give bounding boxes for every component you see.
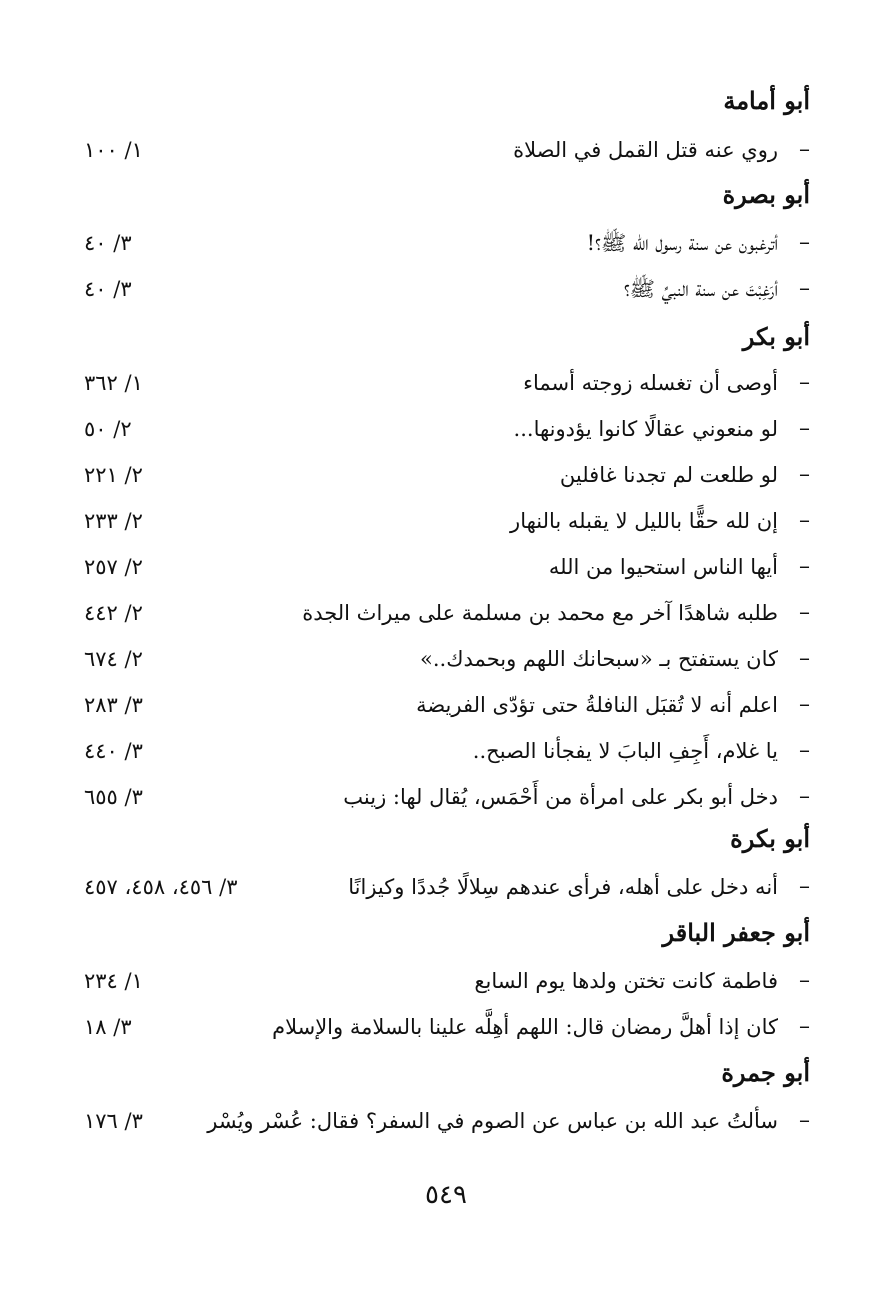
entry-dash: – xyxy=(799,137,810,162)
entry-dash: – xyxy=(799,600,810,625)
entry-dash: – xyxy=(799,554,810,579)
entry-dash: – xyxy=(799,1108,810,1133)
section-heading-abu-bakr: أبو بكر xyxy=(742,322,810,351)
index-entry xyxy=(0,458,892,492)
entry-text: سألتُ عبد الله بن عباس عن الصوم في السفر؟ فقال: عُسْر ويُسْر xyxy=(207,1109,778,1133)
entry-dash: – xyxy=(799,1014,810,1039)
entry-reference: ٢/ ٢٥٧ xyxy=(84,555,143,579)
entry-dash: – xyxy=(799,416,810,441)
entry-text: كان يستفتح بـ «سبحانك اللهم وبحمدك..» xyxy=(420,647,778,671)
entry-dash: – xyxy=(799,692,810,717)
index-entry xyxy=(0,504,892,538)
index-entry xyxy=(0,1104,892,1138)
index-entry xyxy=(0,964,892,998)
index-entry xyxy=(0,1010,892,1044)
index-entry xyxy=(0,550,892,584)
index-entry xyxy=(0,734,892,768)
index-entry xyxy=(0,870,892,904)
entry-text: أرَغِبْتَ عن سنة النبيِّ ﷺ؟ xyxy=(623,277,778,301)
section-heading-abu-jafar-al-baqir: أبو جعفر الباقر xyxy=(662,918,810,947)
entry-text: لو منعوني عقالًا كانوا يؤدونها... xyxy=(513,417,778,441)
index-entry xyxy=(0,688,892,722)
entry-dash: – xyxy=(799,230,810,255)
entry-dash: – xyxy=(799,646,810,671)
entry-dash: – xyxy=(799,462,810,487)
entry-text: دخل أبو بكر على امرأة من أَحْمَس، يُقال لها: زينب xyxy=(343,785,778,809)
entry-dash: – xyxy=(799,784,810,809)
index-entry xyxy=(0,642,892,676)
entry-text: أوصى أن تغسله زوجته أسماء xyxy=(523,371,778,395)
entry-reference: ١/ ٢٣٤ xyxy=(84,969,143,993)
entry-reference: ٢/ ٢٢١ xyxy=(84,463,143,487)
index-entry xyxy=(0,780,892,814)
entry-dash: – xyxy=(799,276,810,301)
entry-text: طلبه شاهدًا آخر مع محمد بن مسلمة على ميراث الجدة xyxy=(302,601,778,625)
section-heading-abu-basra: أبو بصرة xyxy=(722,180,810,209)
entry-reference: ١/ ١٠٠ xyxy=(84,138,143,162)
section-heading-abu-umama: أبو أمامة xyxy=(723,86,810,115)
entry-dash: – xyxy=(799,508,810,533)
entry-dash: – xyxy=(799,370,810,395)
entry-text: اعلم أنه لا تُقبَل النافلةُ حتى تؤدّى الفريضة xyxy=(416,693,778,717)
index-entry xyxy=(0,272,892,306)
entry-reference: ٣/ ١٨ xyxy=(84,1015,132,1039)
entry-text: لو طلعت لم تجدنا غافلين xyxy=(559,463,778,487)
entry-dash: – xyxy=(799,738,810,763)
index-entry xyxy=(0,226,892,260)
entry-reference: ٣/ ٤٤٠ xyxy=(84,739,143,763)
index-entry xyxy=(0,596,892,630)
entry-text: أنه دخل على أهله، فرأى عندهم سِلالًا جُددًا وكيزانًا xyxy=(348,875,778,899)
entry-text: يا غلام، أَجِفِ البابَ لا يفجأنا الصبح.. xyxy=(472,739,778,763)
entry-text: أترغبون عن سنة رسول الله ﷺ؟! xyxy=(586,231,778,255)
index-entry xyxy=(0,366,892,400)
section-heading-abu-bakra: أبو بكرة xyxy=(730,824,810,853)
entry-dash: – xyxy=(799,874,810,899)
entry-reference: ٣/ ٦٥٥ xyxy=(84,785,143,809)
page-number: ٥٤٩ xyxy=(425,1180,467,1210)
entry-reference: ٣/ ١٧٦ xyxy=(84,1109,143,1133)
entry-reference: ٢/ ٢٣٣ xyxy=(84,509,143,533)
entry-reference: ٣/ ٢٨٣ xyxy=(84,693,143,717)
entry-reference: ٢/ ٤٤٢ xyxy=(84,601,143,625)
entry-reference: ٣/ ٤٠ xyxy=(84,231,132,255)
entry-text: كان إذا أهلَّ رمضان قال: اللهم أهِلَّه علينا بالسلامة والإسلام xyxy=(272,1015,778,1039)
entry-text: إن لله حقًّا بالليل لا يقبله بالنهار xyxy=(510,509,778,533)
entry-reference: ٣/ ٤٠ xyxy=(84,277,132,301)
entry-text: فاطمة كانت تختن ولدها يوم السابع xyxy=(474,969,778,993)
entry-reference: ٣/ ٤٥٦، ٤٥٨، ٤٥٧ xyxy=(84,875,238,899)
index-entry xyxy=(0,412,892,446)
entry-reference: ٢/ ٦٧٤ xyxy=(84,647,143,671)
entry-reference: ١/ ٣٦٢ xyxy=(84,371,143,395)
section-heading-abu-jamra: أبو جمرة xyxy=(721,1058,810,1087)
entry-dash: – xyxy=(799,968,810,993)
entry-text: أيها الناس استحيوا من الله xyxy=(548,555,778,579)
index-entry xyxy=(0,133,892,167)
entry-reference: ٢/ ٥٠ xyxy=(84,417,132,441)
entry-text: روي عنه قتل القمل في الصلاة xyxy=(513,138,778,162)
